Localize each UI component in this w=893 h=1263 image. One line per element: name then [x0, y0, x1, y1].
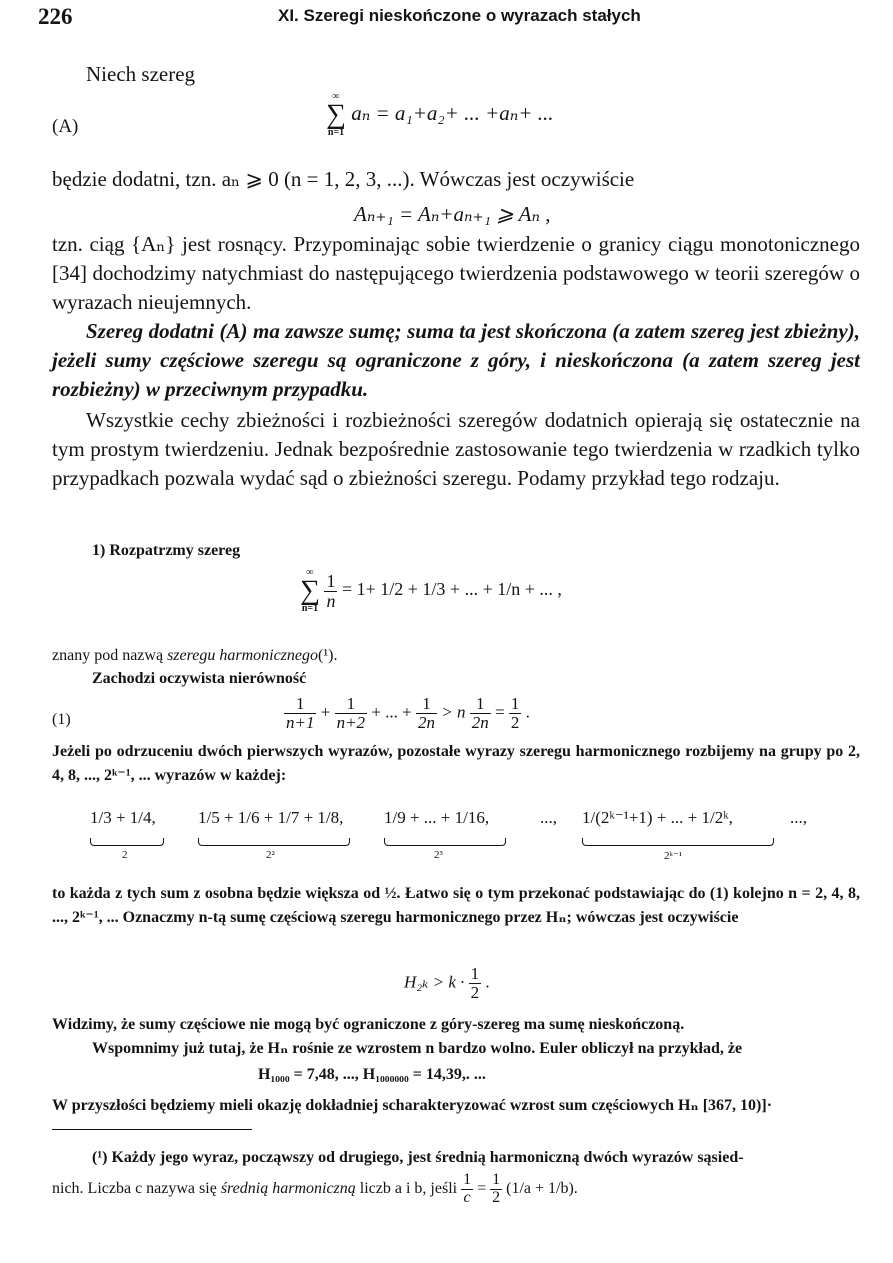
series-A-rhs: aₙ = a₁+a₂+ ... +aₙ+ ... [351, 100, 554, 125]
group-k: 1/(2ᵏ⁻¹+1) + ... + 1/2ᵏ, [582, 808, 733, 827]
group-1-brace [90, 838, 164, 846]
increasing-equation: Aₙ₊₁ = Aₙ+aₙ₊₁ ⩾ Aₙ , [354, 202, 551, 226]
group-2-count: 2² [266, 849, 275, 861]
future-line: W przyszłości będziemy mieli okazję dokładniej scharakteryzować wzrost sum częściowych Hₙ [367, 10)]· [52, 1097, 773, 1114]
group-3-brace [384, 838, 506, 846]
h-inequality: H₂ₖ > k · $\frac{1}{2}$ . [404, 964, 490, 1002]
harmonic-series [300, 568, 562, 614]
footnote-line-2: nich. Liczba c nazywa się średnią harmoniczną liczb a i b, jeśli $\frac{1}{c}$ = $\frac{1}{2}$ (1/a + 1/b). [52, 1171, 578, 1206]
group-1-count: 2 [122, 849, 128, 861]
footnote-rule [52, 1129, 252, 1130]
euler-values: H₁₀₀₀ = 7,48, ..., H₁₀₀₀₀₀₀ = 14,39,. ... [258, 1066, 486, 1083]
harmonic-rhs: = 1+ 1/2 + 1/3 + ... + 1/n + ... , [341, 579, 562, 600]
features-paragraph: Wszystkie cechy zbieżności i rozbieżności szeregów dodatnich opierają się ostatecznie na tym prostym twierdzeniu. Jednak bezpośrednie zastosowanie tego twierdzenia w rzadkich tylko przypadkach pozwala wydać sąd o zbieżności szeregu. Podamy przykład tego rodzaju. [52, 408, 860, 490]
monotone-paragraph: tzn. ciąg {Aₙ} jest rosnący. Przypominając sobie twierdzenie o granicy ciągu monotonicznego [34] dochodzimy natychmiast do następującego twierdzenia podstawowego w teorii szeregów o wyrazach nieujemnych. [52, 232, 860, 314]
inequality-intro: Zachodzi oczywista nierówność [92, 670, 307, 687]
group-k-count: 2ᵏ⁻¹ [664, 850, 683, 862]
sigma-symbol: ∞ ∑ n=1 [326, 91, 346, 138]
groups-ellipsis-2: ..., [790, 808, 807, 827]
theorem-text: Szereg dodatni (A) ma zawsze sumę; suma ta jest skończona (a zatem szereg jest zbieżny), jeżeli sumy częściowe szeregu są ograniczone z góry, i nieskończona (a zatem szereg jest rozbieżny) w przeciwnym przypadku. [52, 319, 860, 401]
euler-line: Wspomnimy już tutaj, że Hₙ rośnie ze wzrostem n bardzo wolno. Euler obliczył na przykład, że [92, 1040, 743, 1057]
group-k-brace [582, 838, 774, 846]
example-heading: 1) Rozpatrzmy szereg [92, 542, 241, 559]
running-title: XI. Szeregi nieskończone o wyrazach stałych [278, 6, 641, 25]
series-A [326, 92, 553, 138]
intro-lead: Niech szereg [86, 62, 196, 86]
footnote-line-1: (¹) Każdy jego wyraz, począwszy od drugiego, jest średnią harmoniczną dwóch wyrazów sąsied- [92, 1149, 744, 1166]
group-3: 1/9 + ... + 1/16, [384, 808, 490, 827]
harmonic-general-term: $\frac{1}{n}$ [326, 570, 336, 611]
label-A: (A) [52, 116, 79, 137]
inequality-1: $\frac{1}{n+1}$ + $\frac{1}{n+2}$ + ... + $\frac{1}{2n}$ > n $\frac{1}{2n}$ = $\frac{1}{2}$ . [286, 694, 530, 732]
grouping-text: Jeżeli po odrzuceniu dwóch pierwszych wyrazów, pozostałe wyrazy szeregu harmonicznego rozbijemy na grupy po 2, 4, 8, ..., 2ᵏ⁻¹, ... wyrazów w każdej: [52, 743, 860, 784]
groups-ellipsis-1: ..., [540, 808, 557, 827]
each-sum-text: to każda z tych sum z osobna będzie większa od ½. Łatwo się o tym przekonać podstawiając do (1) kolejno n = 2, 4, 8, ..., 2ᵏ⁻¹, ... Oznaczmy n-tą sumę częściową szeregu harmonicznego przez Hₙ; wówczas jest oczywiście [52, 885, 860, 926]
positive-line: będzie dodatni, tzn. aₙ ⩾ 0 (n = 1, 2, 3, ...). Wówczas jest oczywiście [52, 167, 635, 191]
harmonic-sigma: ∞ ∑ n=1 [300, 567, 320, 614]
group-2-brace [198, 838, 350, 846]
group-1: 1/3 + 1/4, [90, 808, 156, 827]
known-as-line: znany pod nazwą szeregu harmonicznego(¹). [52, 647, 338, 664]
conclusion: Widzimy, że sumy częściowe nie mogą być ograniczone z góry-szereg ma sumę nieskończoną. [52, 1016, 685, 1033]
group-2: 1/5 + 1/6 + 1/7 + 1/8, [198, 808, 344, 827]
group-3-count: 2³ [434, 849, 443, 861]
page-number: 226 [38, 4, 73, 29]
label-1: (1) [52, 711, 71, 728]
